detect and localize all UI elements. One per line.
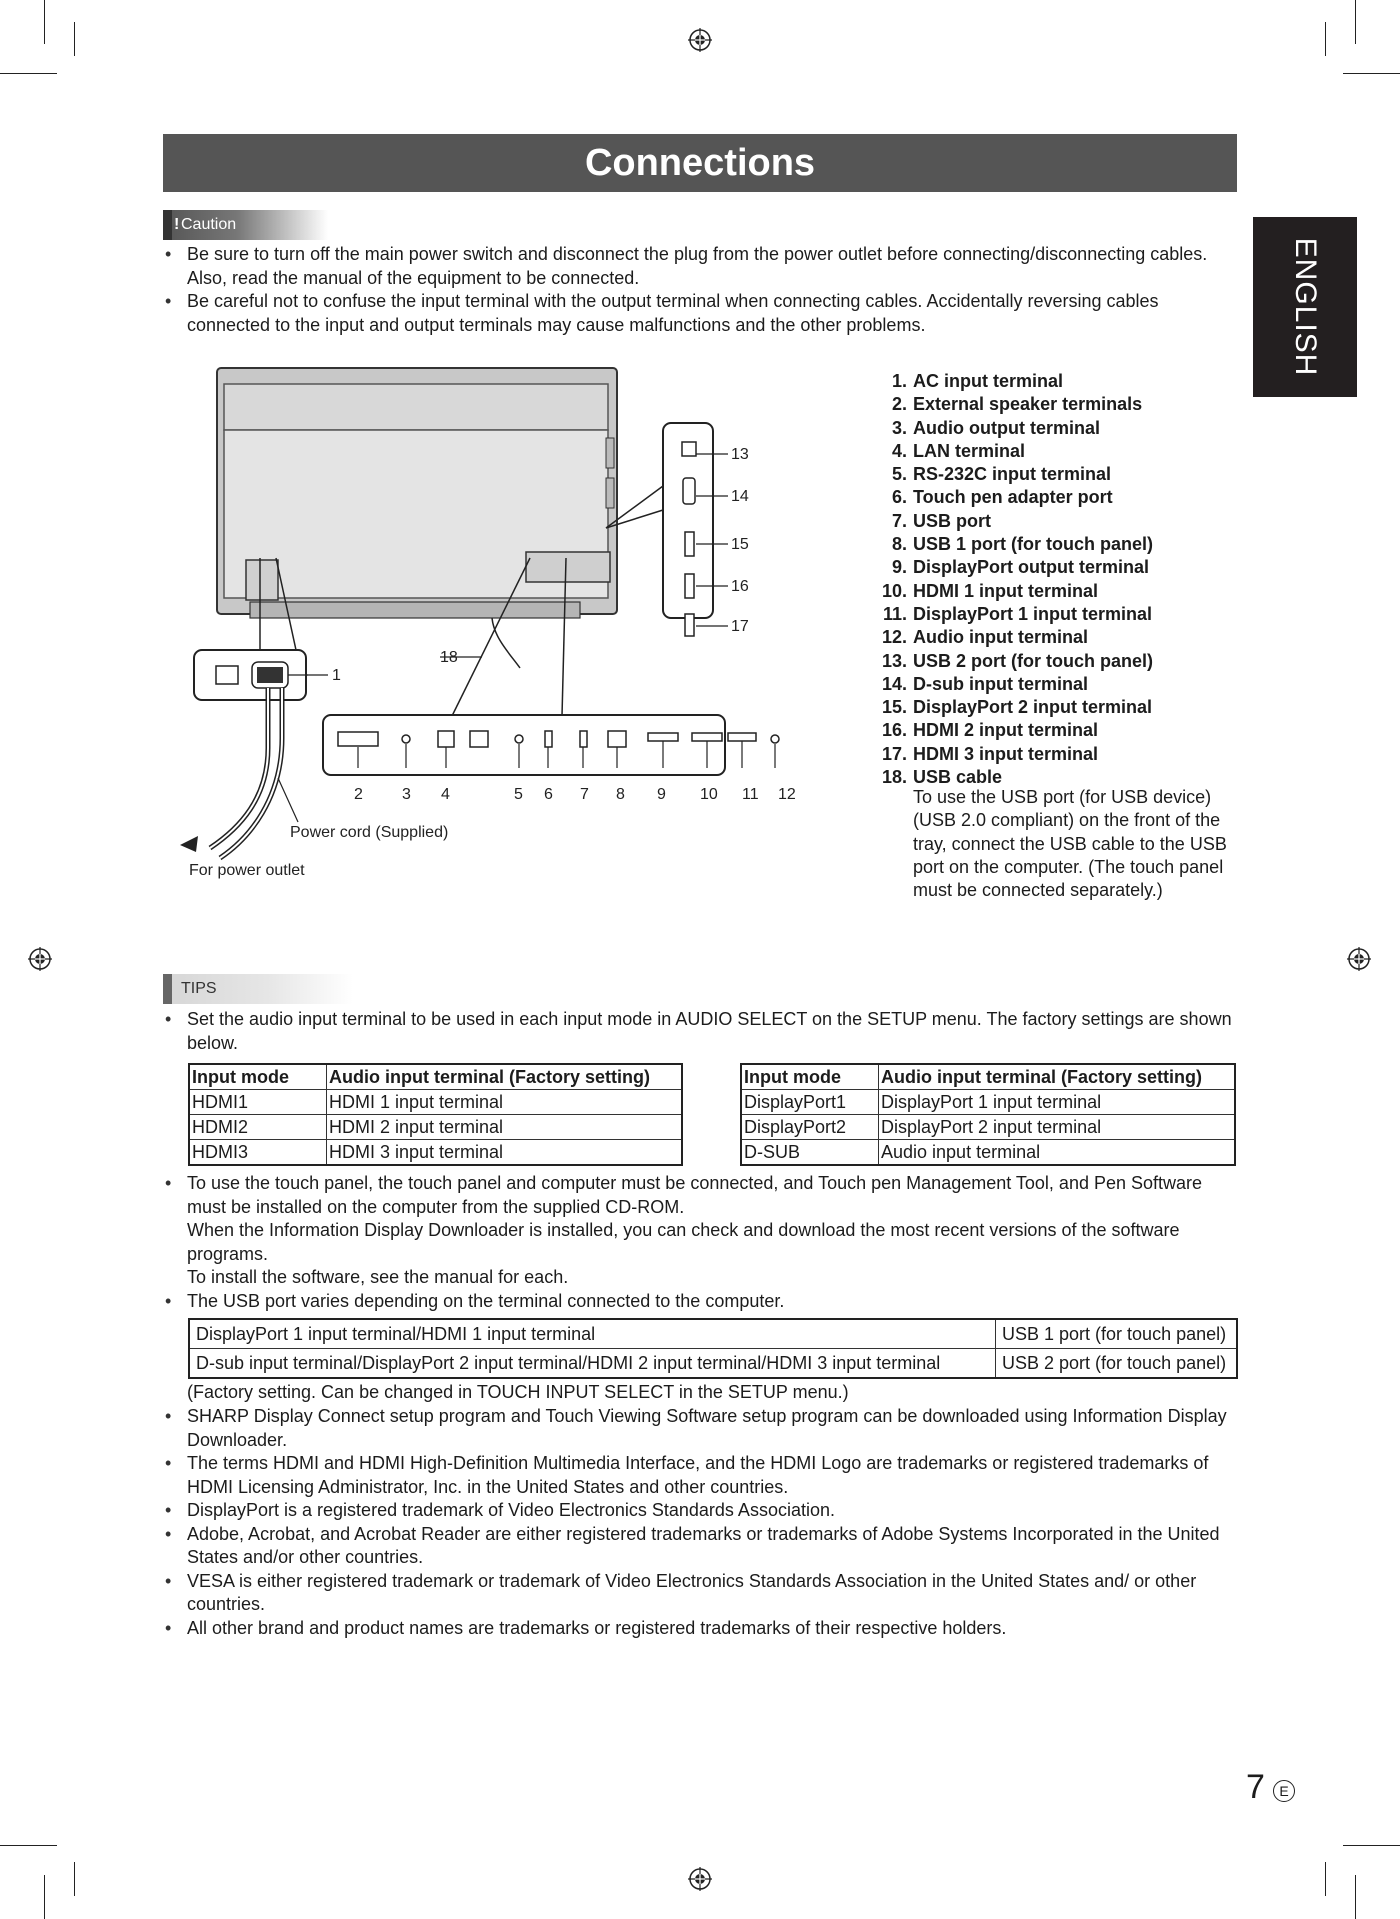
language-tab-label: ENGLISH [1289,237,1322,377]
monitor-power-area [246,560,278,600]
audio-table-right [740,1063,1236,1166]
list-item: 1. AC input terminal [891,371,1064,391]
list-item: 10. HDMI 1 input terminal [881,580,1099,601]
table-cell: HDMI 1 input terminal [327,1090,683,1115]
tips-item [163,1172,1238,1290]
tips-touch-list [163,1172,1238,1313]
list-item: 12. Audio input terminal [881,627,1088,648]
crop-mark [44,1875,45,1919]
table-cell: Audio input terminal [879,1140,1236,1166]
tips-item: • The terms HDMI and HDMI High-Definition Multimedia Interface, and the HDMI Logo are trademarks or registered trademarks of HDMI Licensing Administrator, Inc. in the United States and other countries. [163,1452,1238,1499]
usb-port-table [188,1318,1238,1379]
table-row [189,1349,1237,1379]
usb-cable-note: To use the USB port (for USB device) (USB 2.0 compliant) on the front of the tray, connect the USB cable to the USB port on the computer. (The touch panel must be connected separately.) [913,787,1227,901]
list-item: 2. External speaker terminals [891,394,1143,415]
table-cell: HDMI2 [189,1115,327,1140]
outlet-arrow-icon [180,836,198,852]
callout-6: 6 [544,786,553,803]
caution-label-text: Caution [181,216,237,233]
displayport-out-icon [608,731,626,747]
terminal-list [872,370,1272,789]
table-cell: DisplayPort2 [741,1115,879,1140]
callout-2: 2 [354,786,363,803]
callout-18: 18 [440,649,458,666]
table-row [189,1140,682,1166]
tips-item: • SHARP Display Connect setup program and Touch Viewing Software setup program can be downloaded using Information Display Downloader. [163,1405,1238,1452]
callout-7: 7 [580,786,589,803]
table-row [189,1115,682,1140]
usb-port-icon [545,731,552,747]
monitor-stand-rail [250,602,580,618]
hdmi-port-icon [685,574,694,598]
crop-mark [0,1845,57,1846]
crop-mark [1325,22,1326,56]
power-cord-label: Power cord (Supplied) [290,824,449,841]
list-item: 15. DisplayPort 2 input terminal [881,697,1153,718]
caution-bar [163,210,172,240]
table-cell: DisplayPort 2 input terminal [879,1115,1236,1140]
table-header-row [189,1064,682,1090]
table-header: Input mode [741,1064,879,1090]
touch-pen-port-icon [515,735,523,743]
table-cell: HDMI1 [189,1090,327,1115]
factory-note: (Factory setting. Can be changed in TOUCH INPUT SELECT in the SETUP menu.) [187,1382,849,1402]
monitor-terminal-area [526,552,610,582]
table-cell: USB 2 port (for touch panel) [996,1349,1238,1379]
page-number: 7 [1246,1768,1265,1806]
table-cell: D-sub input terminal/DisplayPort 2 input terminal/HDMI 2 input terminal/HDMI 3 input terminal [189,1349,996,1379]
power-switch-icon [216,666,238,684]
ac-plug-icon [257,667,283,683]
table-header: Input mode [189,1064,327,1090]
displayport1-icon [692,733,722,741]
touch-panel-line: • To use the touch panel, the touch panel and computer must be connected, and Touch pen Management Tool, and Pen Software must be installed on the computer from the supplied CD-ROM. [187,1173,1203,1217]
tips-bar [163,974,172,1004]
callout-8: 8 [616,786,625,803]
tips-more-list [163,1405,1238,1640]
crop-mark [74,1862,75,1896]
connections-diagram [160,358,820,888]
registration-mark-icon [1347,947,1371,971]
callout-17: 17 [731,618,749,635]
tips-label [163,974,353,1004]
crop-mark [1355,1875,1356,1919]
list-item: 6. Touch pen adapter port [891,487,1113,508]
tips-item: • VESA is either registered trademark or trademark of Video Electronics Standards Association in the United States and/ or other countries. [163,1570,1238,1617]
table-header: Audio input terminal (Factory setting) [327,1064,683,1090]
audio-input-icon [771,735,779,743]
list-item: 18. USB cable [881,767,1003,788]
caution-item: • Be sure to turn off the main power switch and disconnect the plug from the power outlet before connecting/disconnecting cables. Also, read the manual of the equipment to be connected. [163,243,1228,290]
lan-port-icon [438,731,454,747]
power-outlet-label: For power outlet [189,862,305,879]
usb1-port-icon [580,731,587,747]
caution-icon: ! [174,216,180,233]
callout-3: 3 [402,786,411,803]
caution-label [163,210,328,240]
table-cell: USB 1 port (for touch panel) [996,1319,1238,1349]
bottom-terminal-box [323,715,725,775]
tips-item: • Adobe, Acrobat, and Acrobat Reader are either registered trademarks or trademarks of Adobe Systems Incorporated in the United States and/or other countries. [163,1523,1238,1570]
crop-mark [1343,1845,1400,1846]
list-item: 7. USB port [891,510,991,531]
list-item: 11. DisplayPort 1 input terminal [882,603,1153,624]
callout-10: 10 [700,786,718,803]
tips-item: • All other brand and product names are trademarks or registered trademarks of their respective holders. [163,1617,1238,1641]
callout-16: 16 [731,578,749,595]
list-item: 13. USB 2 port (for touch panel) [881,650,1153,671]
callout-5: 5 [514,786,523,803]
audio-table-left [188,1063,683,1166]
list-item: 17. HDMI 3 input terminal [881,743,1099,764]
table-cell: HDMI 2 input terminal [327,1115,683,1140]
registration-mark-icon [688,28,712,52]
side-slot [606,478,614,508]
crop-mark [0,73,57,74]
tips-intro-list [163,1008,1238,1055]
page-title: Connections [163,134,1237,192]
table-cell: HDMI 3 input terminal [327,1140,683,1166]
tips-item: • Set the audio input terminal to be used in each input mode in AUDIO SELECT on the SETUP menu. The factory settings are shown below. [163,1008,1238,1055]
callout-4: 4 [441,786,450,803]
hdmi-port-icon [685,614,694,636]
crop-mark [1325,1862,1326,1896]
list-item: 4. LAN terminal [891,440,1026,461]
list-item: 9. DisplayPort output terminal [891,557,1150,578]
table-row [741,1090,1235,1115]
table-header-row [741,1064,1235,1090]
table-row [189,1090,682,1115]
crop-mark [44,0,45,44]
caution-item: • Be careful not to confuse the input terminal with the output terminal when connecting cables. Accidentally reversing cables connected to the input and output terminals may cause malfunctions and the other problems. [163,290,1228,337]
callout-15: 15 [731,536,749,553]
dp1-port-icon [728,733,756,741]
table-row [741,1115,1235,1140]
crop-mark [1343,73,1400,74]
page-suffix-badge: E [1273,1780,1295,1802]
table-row [741,1140,1235,1166]
monitor-top-panel [224,384,608,430]
list-item: 3. Audio output terminal [891,417,1100,438]
crop-mark [1355,0,1356,44]
table-header: Audio input terminal (Factory setting) [879,1064,1236,1090]
table-cell: HDMI3 [189,1140,327,1166]
hdmi1-port-icon [648,733,678,741]
callout-14: 14 [731,488,749,505]
callout-12: 12 [778,786,796,803]
dsub-port-icon [683,478,695,504]
caution-list [163,243,1228,337]
crop-mark [74,22,75,56]
table-cell: D-SUB [741,1140,879,1166]
tips-label-text: TIPS [181,980,217,997]
callout-1: 1 [332,667,341,684]
table-cell: DisplayPort 1 input terminal/HDMI 1 input terminal [189,1319,996,1349]
touch-panel-line: When the Information Display Downloader is installed, you can check and download the most recent versions of the software programs. [187,1220,1180,1264]
speaker-terminal-icon [338,732,378,746]
callout-9: 9 [657,786,666,803]
audio-output-icon [402,735,410,743]
list-item: 16. HDMI 2 input terminal [881,720,1099,741]
list-item: 5. RS-232C input terminal [891,464,1112,485]
usb-port-icon [682,442,696,456]
list-item: 8. USB 1 port (for touch panel) [891,534,1153,555]
registration-mark-icon [688,1867,712,1891]
rs232c-port-icon [470,731,488,747]
tips-item: • DisplayPort is a registered trademark of Video Electronics Standards Association. [163,1499,1238,1523]
tips-item: • The USB port varies depending on the terminal connected to the computer. [163,1290,1238,1314]
callout-13: 13 [731,446,749,463]
list-item: 14. D-sub input terminal [881,673,1088,694]
callout-11: 11 [742,786,759,803]
table-row [189,1319,1237,1349]
displayport-icon [685,532,694,556]
registration-mark-icon [28,947,52,971]
table-cell: DisplayPort1 [741,1090,879,1115]
touch-panel-line: To install the software, see the manual for each. [187,1267,569,1287]
table-cell: DisplayPort 1 input terminal [879,1090,1236,1115]
side-slot [606,438,614,468]
